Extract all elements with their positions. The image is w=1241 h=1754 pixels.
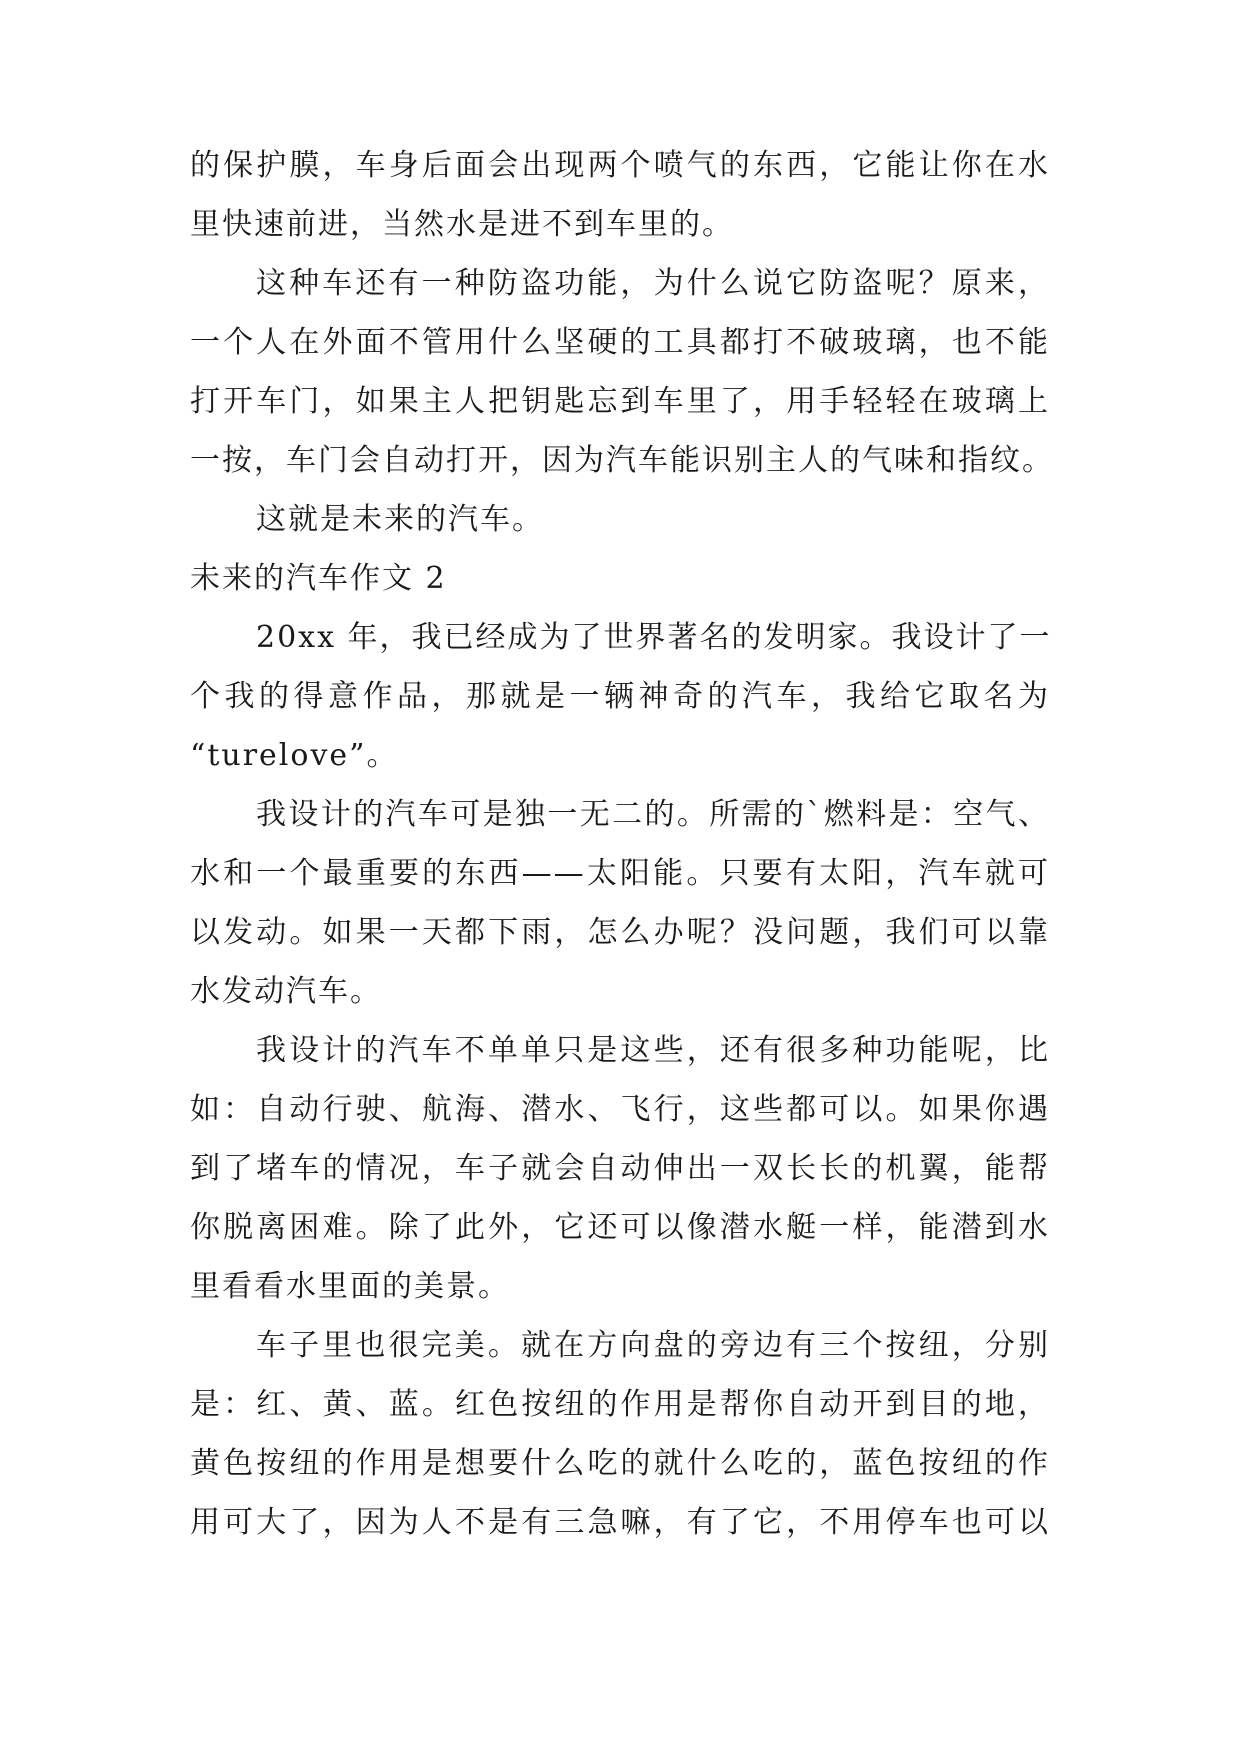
text-line: 水发动汽车。 [190,974,382,1009]
text-line: 到了堵车的情况，车子就会自动伸出一双长长的机翼，能帮 [190,1151,1050,1186]
text-line: 这种车还有一种防盗功能，为什么说它防盗呢？原来， [256,266,1050,301]
text-line: 水和一个最重要的东西——太阳能。只要有太阳，汽车就可 [190,856,1050,891]
text-line: 用可大了，因为人不是有三急嘛，有了它，不用停车也可以 [190,1505,1050,1540]
text-line: 如：自动行驶、航海、潜水、飞行，这些都可以。如果你遇 [190,1092,1050,1127]
section-heading: 未来的汽车作文 2 [190,561,447,596]
text-line: 这就是未来的汽车。 [256,502,544,537]
text-line: 你脱离困难。除了此外，它还可以像潜水艇一样，能潜到水 [190,1210,1050,1245]
text-line: 里看看水里面的美景。 [190,1269,510,1304]
text-line: 里快速前进，当然水是进不到车里的。 [190,207,734,242]
text-line: 黄色按纽的作用是想要什么吃的就什么吃的，蓝色按纽的作 [190,1446,1050,1481]
text-line: 我设计的汽车可是独一无二的。所需的`燃料是：空气、 [256,797,1050,832]
text-line: 我设计的汽车不单单只是这些，还有很多种功能呢，比 [256,1033,1050,1068]
text-line: 以发动。如果一天都下雨，怎么办呢？没问题，我们可以靠 [190,915,1050,950]
text-line: 一个人在外面不管用什么坚硬的工具都打不破玻璃，也不能 [190,325,1050,360]
text-line: 一按，车门会自动打开，因为汽车能识别主人的气味和指纹。 [190,443,1054,478]
text-line: 的保护膜，车身后面会出现两个喷气的东西，它能让你在水 [190,148,1050,183]
text-line: 个我的得意作品，那就是一辆神奇的汽车，我给它取名为 [190,679,1050,714]
text-line: 是：红、黄、蓝。红色按纽的作用是帮你自动开到目的地， [190,1387,1050,1422]
text-line: 打开车门，如果主人把钥匙忘到车里了，用手轻轻在玻璃上 [190,384,1050,419]
text-line: 20xx 年，我已经成为了世界著名的发明家。我设计了一 [256,620,1052,655]
text-line: 车子里也很完美。就在方向盘的旁边有三个按纽，分别 [256,1328,1050,1363]
text-line: “turelove”。 [190,738,399,773]
